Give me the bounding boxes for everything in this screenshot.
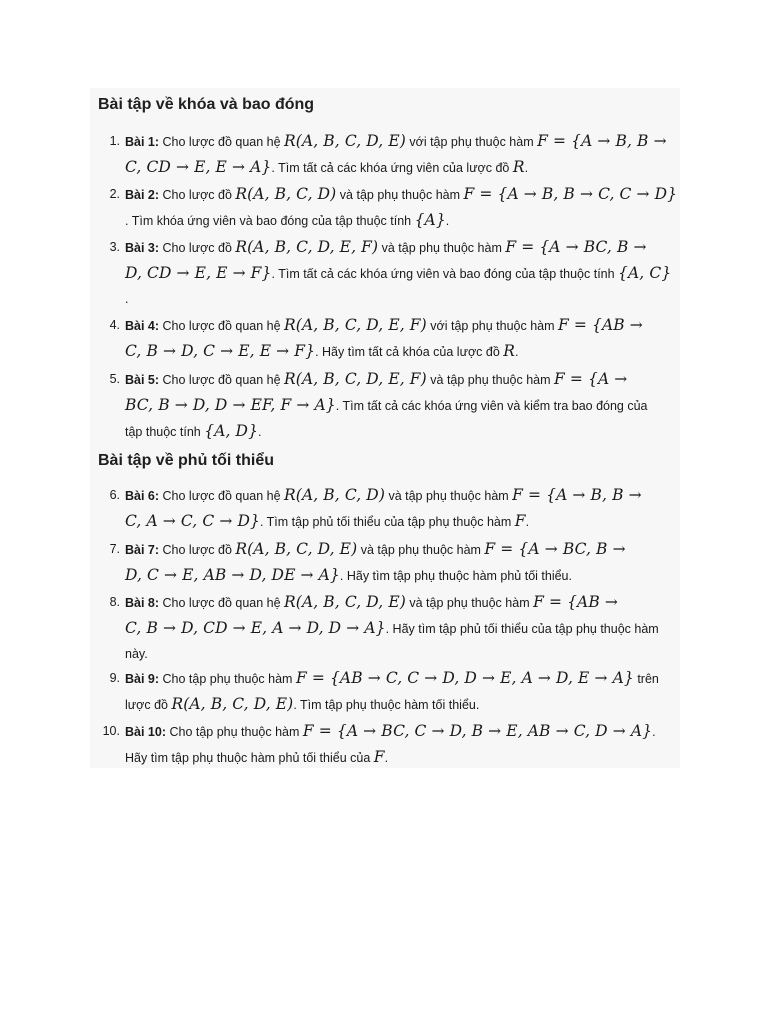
exercise-item [98,718,676,770]
exercise-line [125,615,676,641]
exercise-line [125,691,676,717]
exercise-line [125,418,676,444]
math-expression: R(A, B, C, D, E) [235,540,358,558]
math-expression: R(A, B, C, D, E) [284,132,406,150]
exercise-text: . [125,292,129,306]
exercise-item [98,482,676,534]
exercise-text: và tập phụ thuộc hàm [336,188,464,202]
exercise-label: Bài 9: [125,672,160,686]
exercise-label: Bài 1: [125,135,160,149]
exercise-text: Cho lược đồ quan hệ [159,373,285,387]
exercise-line [125,181,676,207]
math-expression: F = {A → BC, B → [484,540,626,558]
math-expression: F = {A → B, B → C, C → D} [463,185,678,203]
math-expression: R(A, B, C, D, E) [284,593,406,611]
exercise-text: . [258,425,262,439]
exercise-text: Cho lược đồ quan hệ [159,319,285,333]
exercise-text: Cho lược đồ [159,188,236,202]
exercise-body [125,128,676,180]
exercise-body [125,181,676,233]
exercise-number: 10. [102,724,120,738]
exercise-line [125,207,676,233]
math-expression: {A, D} [204,422,259,440]
exercise-body [125,366,676,444]
exercise-item [98,128,676,180]
exercise-number: 5. [109,372,120,386]
math-expression: R(A, B, C, D, E, F) [284,370,427,388]
exercise-line [125,286,676,312]
math-expression: F = {A → BC, B → [505,238,647,256]
exercise-number: 6. [109,488,120,502]
exercise-text: . [525,515,530,529]
exercise-text: và tập phụ thuộc hàm [378,241,506,255]
math-expression: F = {AB → [533,593,618,611]
exercise-label: Bài 7: [125,543,160,557]
exercise-line [125,562,676,588]
exercise-item [98,665,676,717]
exercise-text: . Tìm tất cả các khóa ứng viên và bao đóng của tập thuộc tính [271,267,619,281]
exercise-item [98,312,676,364]
exercise-line [125,665,676,691]
exercise-number: 9. [109,671,120,685]
exercise-number: 7. [109,542,120,556]
exercise-item [98,366,676,444]
exercise-number: 3. [109,240,120,254]
exercise-label: Bài 4: [125,319,160,333]
exercise-text: Hãy tìm tập phụ thuộc hàm phủ tối thiểu của [125,751,374,765]
exercise-text: Cho lược đồ quan hệ [159,596,285,610]
math-expression: C, A → C, C → D} [125,512,260,530]
exercise-line [125,154,676,180]
exercise-label: Bài 5: [125,373,160,387]
exercise-text: Cho lược đồ [159,543,236,557]
exercise-body [125,589,676,667]
exercise-body [125,665,676,717]
exercise-number: 4. [109,318,120,332]
exercise-text: này. [125,647,148,661]
exercise-text: Cho lược đồ [159,241,236,255]
exercise-line [125,338,676,364]
math-expression: F = {A → [553,370,628,388]
exercise-text: . [524,161,529,175]
math-expression: F = {A → B, B → [537,132,667,150]
exercise-body [125,312,676,364]
exercise-body [125,536,676,588]
math-expression: F = {A → B, B → [512,486,642,504]
math-expression: F [514,512,526,530]
math-expression: D, C → E, AB → D, DE → A} [125,566,340,584]
math-expression: F = {AB → [558,316,643,334]
exercise-label: Bài 3: [125,241,160,255]
exercise-text: và tập phụ thuộc hàm [426,373,554,387]
exercise-item [98,181,676,233]
exercise-text: Cho tập phụ thuộc hàm [166,725,303,739]
exercise-line [125,234,676,260]
exercise-line [125,128,676,154]
exercise-text: và tập phụ thuộc hàm [357,543,485,557]
exercise-text: Cho tập phụ thuộc hàm [159,672,296,686]
math-expression: D, CD → E, E → F} [125,264,272,282]
exercise-text: và tập phụ thuộc hàm [405,596,534,610]
math-expression: C, CD → E, E → A} [125,158,272,176]
exercise-text: Cho lược đồ quan hệ [159,135,285,149]
exercise-line [125,260,676,286]
math-expression: R(A, B, C, D, E, F) [284,316,427,334]
math-expression: F = {A → BC, C → D, B → E, AB → C, D → A} [302,722,653,740]
exercise-line [125,366,676,392]
exercise-line [125,641,676,667]
exercise-text: . [652,725,656,739]
exercise-number: 8. [109,595,120,609]
math-expression: R [512,158,525,176]
section-title-minimal-cover: Bài tập về phủ tối thiểu [98,452,275,469]
math-expression: R(A, B, C, D, E) [171,695,294,713]
math-expression: R(A, B, C, D) [235,185,337,203]
exercise-line [125,392,676,418]
exercise-text: . Hãy tìm tất cả khóa của lược đồ [315,345,504,359]
exercise-number: 1. [109,134,120,148]
exercise-number: 2. [109,187,120,201]
exercise-text: với tập phụ thuộc hàm [405,135,538,149]
exercise-line [125,508,676,534]
exercise-item [98,536,676,588]
math-expression: R [503,342,516,360]
math-expression: {A, C} [618,264,672,282]
math-expression: {A} [414,211,446,229]
exercise-item [98,589,676,667]
exercise-item [98,234,676,312]
exercise-text: và tập phụ thuộc hàm [384,489,513,503]
exercise-text: . Tìm tập phủ tối thiểu của tập phụ thuộc hàm [259,515,515,529]
math-expression: F [373,748,385,766]
exercise-label: Bài 2: [125,188,160,202]
exercise-text: . Hãy tìm tập phụ thuộc hàm phủ tối thiểu. [339,569,572,583]
exercise-body [125,718,676,770]
math-expression: F = {AB → C, C → D, D → E, A → D, E → A} [295,669,634,687]
section-title-keys-closure: Bài tập về khóa và bao đóng [98,96,315,113]
exercise-body [125,482,676,534]
exercise-line [125,744,676,770]
exercise-line [125,312,676,338]
exercise-text: . Hãy tìm tập phủ tối thiểu của tập phụ thuộc hàm [385,622,659,636]
math-expression: BC, B → D, D → EF, F → A} [125,396,336,414]
exercise-label: Bài 8: [125,596,160,610]
exercise-text: trên [633,672,659,686]
math-expression: R(A, B, C, D, E, F) [235,238,379,256]
exercise-line [125,718,676,744]
math-expression: C, B → D, CD → E, A → D, D → A} [125,619,386,637]
exercise-text: tập thuộc tính [125,425,205,439]
exercise-text: . Tìm tất cả các khóa ứng viên và kiểm tra bao đóng của [335,399,648,413]
exercise-line [125,536,676,562]
exercise-text: . Tìm khóa ứng viên và bao đóng của tập thuộc tính [125,214,415,228]
exercise-text: . Tìm tất cả các khóa ứng viên của lược đồ [271,161,513,175]
exercise-text: . [445,214,450,228]
math-expression: R(A, B, C, D) [284,486,385,504]
math-expression: C, B → D, C → E, E → F} [125,342,316,360]
exercise-text: với tập phụ thuộc hàm [426,319,559,333]
exercise-line [125,482,676,508]
exercise-text: . [384,751,389,765]
exercise-text: Cho lược đồ quan hệ [159,489,285,503]
exercise-label: Bài 10: [125,725,166,739]
exercise-body [125,234,676,312]
exercise-text: . Tìm tập phụ thuộc hàm tối thiểu. [293,698,480,712]
exercise-text: lược đồ [125,698,172,712]
exercise-label: Bài 6: [125,489,160,503]
exercise-line [125,589,676,615]
exercise-text: . [515,345,519,359]
